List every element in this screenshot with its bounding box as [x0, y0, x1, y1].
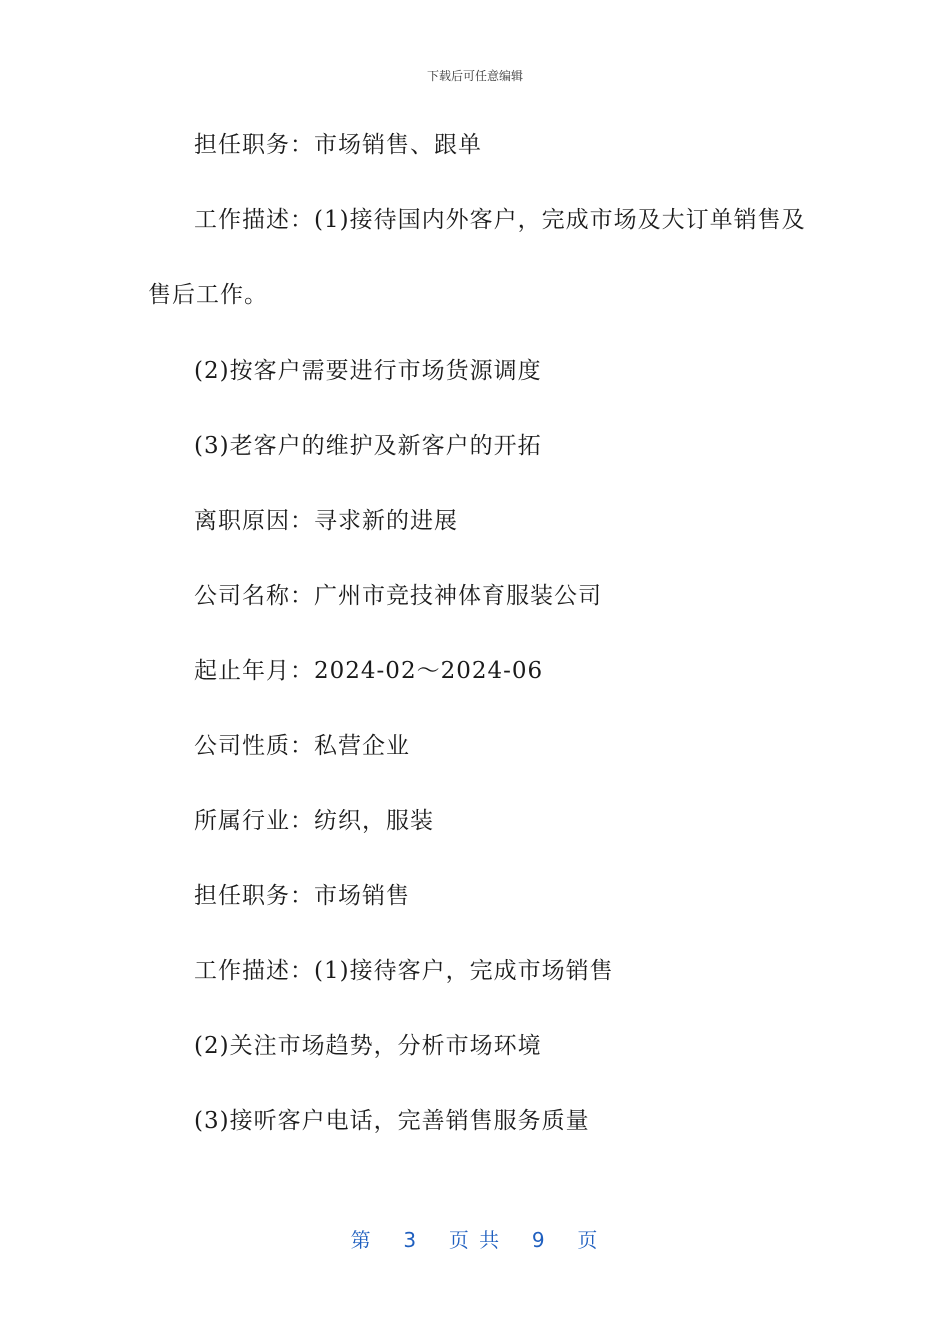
paragraph-period: 起止年月：2024-02～2024-06	[194, 658, 544, 684]
paragraph-job-description-2: 工作描述：(1)接待客户，完成市场销售	[194, 958, 614, 984]
paragraph-duty-2: (2)按客户需要进行市场货源调度	[194, 358, 542, 384]
paragraph-position: 担任职务：市场销售、跟单	[194, 132, 482, 158]
paragraph-duty-2b: (2)关注市场趋势，分析市场环境	[194, 1033, 542, 1059]
paragraph-company-type: 公司性质：私营企业	[194, 733, 410, 759]
paragraph-job-description: 工作描述：(1)接待国内外客户，完成市场及大订单销售及售后工作。	[148, 207, 806, 308]
page-header: 下载后可任意编辑	[426, 69, 523, 83]
paragraph-duty-3: (3)老客户的维护及新客户的开拓	[194, 433, 542, 459]
paragraph-position-2: 担任职务：市场销售	[194, 883, 410, 909]
footer-total-pages: 9	[531, 1228, 547, 1252]
paragraph-industry: 所属行业：纺织，服装	[194, 808, 434, 834]
paragraph-company-name: 公司名称：广州市竞技神体育服装公司	[194, 583, 602, 609]
paragraph-leave-reason: 离职原因：寻求新的进展	[194, 508, 458, 534]
footer-middle: 页 共	[448, 1228, 502, 1252]
footer-current-page: 3	[403, 1228, 419, 1252]
paragraph-duty-3b: (3)接听客户电话，完善销售服务质量	[194, 1108, 590, 1134]
document-body	[148, 128, 818, 1179]
page-number-footer	[0, 1224, 950, 1253]
footer-prefix: 第	[350, 1228, 373, 1252]
footer-suffix: 页	[577, 1228, 600, 1252]
